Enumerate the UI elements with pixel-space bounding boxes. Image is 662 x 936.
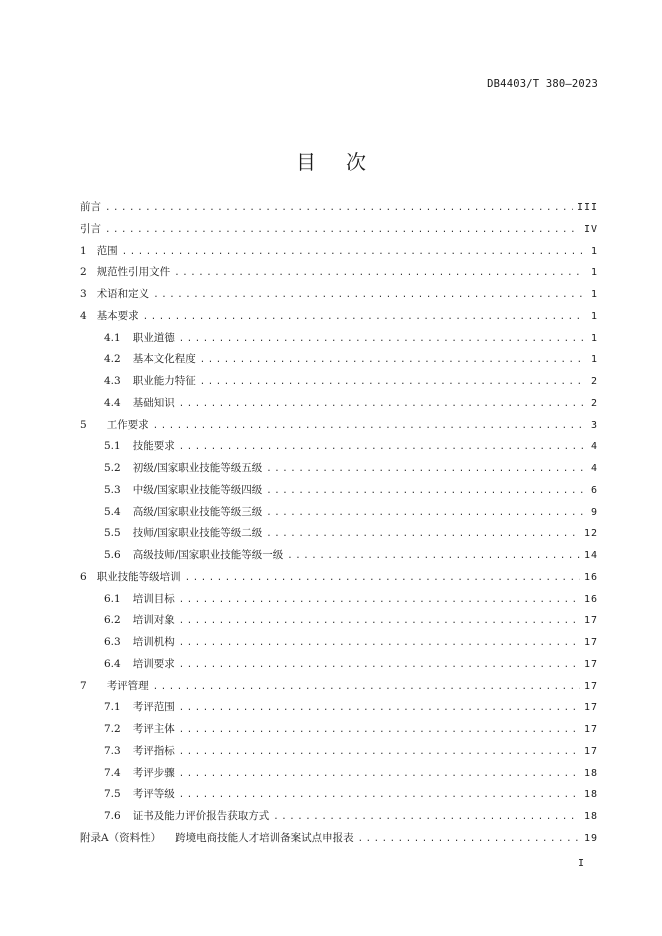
toc-entry-label: 职业技能等级培训 — [96, 570, 181, 583]
toc-entry-page: 1 — [590, 267, 598, 279]
toc-entry[interactable] — [80, 828, 598, 850]
toc-entry-number: 5.3 — [104, 483, 121, 496]
toc-leader-dots — [179, 785, 580, 807]
toc-entry[interactable] — [80, 197, 598, 219]
toc-entry-number: 7 — [80, 679, 87, 692]
toc-entry-page: 17 — [583, 637, 598, 648]
toc-entry[interactable] — [80, 806, 598, 828]
toc-entry[interactable] — [80, 415, 598, 437]
document-code: DB4403/T 380—2023 — [487, 78, 598, 90]
toc-leader-dots — [179, 394, 584, 416]
toc-entry[interactable] — [80, 241, 598, 263]
toc-entry-page: 1 — [590, 245, 598, 257]
toc-entry[interactable] — [80, 393, 598, 415]
toc-entry-page: 12 — [583, 528, 598, 540]
toc-entry-page: 18 — [583, 789, 598, 801]
toc-entry-label: 范围 — [96, 244, 118, 257]
toc-entry-label: 技能要求 — [132, 440, 175, 453]
toc-entry-label: 考评等级 — [132, 788, 175, 801]
toc-entry[interactable] — [80, 784, 598, 806]
toc-leader-dots — [122, 242, 584, 264]
toc-entry-number: 6.1 — [104, 592, 121, 605]
toc-entry-label: 培训要求 — [132, 657, 175, 670]
toc-entry-page: 17 — [583, 680, 598, 692]
toc-leader-dots — [179, 720, 580, 742]
toc-entry[interactable] — [80, 371, 598, 393]
toc-leader-dots — [143, 307, 584, 329]
toc-entry-page: 4 — [590, 463, 598, 474]
toc-entry[interactable] — [80, 632, 598, 654]
toc-entry-label: 技师/国家职业技能等级二级 — [132, 527, 263, 540]
toc-entry-number: 6 — [80, 570, 87, 583]
toc-entry[interactable] — [80, 458, 598, 480]
toc-leader-dots — [153, 416, 584, 438]
toc-entry-label: 高级技师/国家职业技能等级一级 — [132, 549, 284, 561]
toc-entry[interactable] — [80, 284, 598, 306]
toc-entry-page: 1 — [590, 310, 598, 322]
toc-entry-label: 证书及能力评价报告获取方式 — [132, 810, 270, 822]
toc-leader-dots — [200, 372, 584, 394]
toc-entry-label: 考评主体 — [132, 723, 175, 735]
toc-entry-page: 17 — [583, 702, 598, 714]
toc-entry-number: 3 — [80, 288, 87, 300]
toc-entry-label: 考评范围 — [132, 701, 175, 714]
toc-entry-page: 6 — [590, 484, 598, 496]
toc-leader-dots — [287, 546, 580, 568]
toc-leader-dots — [179, 611, 580, 633]
toc-entry-page: 16 — [583, 593, 598, 605]
toc-entry[interactable] — [80, 719, 598, 741]
toc-entry-label: 培训机构 — [132, 636, 175, 648]
page-number: I — [577, 858, 584, 869]
toc-leader-dots — [266, 524, 580, 546]
toc-entry[interactable] — [80, 567, 598, 589]
toc-entry[interactable] — [80, 676, 598, 698]
toc-entry[interactable] — [80, 741, 598, 763]
toc-entry[interactable] — [80, 589, 598, 611]
toc-entry[interactable] — [80, 436, 598, 458]
toc-leader-dots — [185, 568, 580, 590]
toc-entry-label: 考评步骤 — [132, 766, 175, 779]
toc-entry-page: 9 — [590, 506, 598, 518]
toc-entry[interactable] — [80, 480, 598, 502]
toc-entry-label: 职业能力特征 — [132, 375, 196, 387]
toc-entry-page: 17 — [583, 745, 598, 757]
toc-leader-dots — [179, 655, 580, 677]
toc-entry-number: 5 — [80, 418, 87, 431]
toc-entry[interactable] — [80, 219, 598, 241]
toc-leader-dots — [153, 677, 580, 699]
toc-entry-page: 1 — [590, 354, 598, 366]
toc-entry[interactable] — [80, 610, 598, 632]
toc-entry-label: 高级/国家职业技能等级三级 — [132, 505, 263, 518]
toc-entry-number: 5.4 — [104, 505, 121, 518]
toc-entry-page: 18 — [583, 767, 598, 779]
toc-leader-dots — [179, 764, 580, 786]
toc-entry-number: 4 — [80, 309, 87, 322]
toc-leader-dots — [105, 220, 580, 242]
toc-entry-label: 考评管理 — [106, 679, 149, 692]
toc-entry[interactable] — [80, 697, 598, 719]
toc-entry-page: 19 — [583, 832, 598, 844]
toc-leader-dots — [174, 263, 584, 285]
toc-leader-dots — [266, 481, 584, 503]
toc-entry-number: 4.1 — [104, 331, 121, 344]
toc-entry-label: 考评指标 — [132, 744, 175, 757]
toc-leader-dots — [358, 829, 580, 851]
toc-leader-dots — [273, 807, 580, 829]
toc-entry-page: IV — [583, 223, 598, 235]
toc-entry-number: 7.2 — [104, 723, 121, 735]
toc-entry-label: 培训对象 — [132, 614, 175, 627]
toc-entry[interactable] — [80, 654, 598, 676]
toc-entry-page: 1 — [590, 289, 598, 300]
toc-entry-label: 职业道德 — [132, 331, 175, 344]
toc-entry-number: 4.2 — [104, 353, 121, 366]
toc-entry-page: 18 — [583, 811, 598, 822]
toc-entry-label: 跨境电商技能人才培训备案试点申报表 — [175, 831, 354, 844]
toc-leader-dots — [153, 285, 584, 307]
toc-entry[interactable] — [80, 502, 598, 524]
toc-entry-page: 1 — [590, 332, 598, 344]
toc-entry-number: 5.6 — [104, 549, 121, 561]
toc-leader-dots — [179, 329, 584, 351]
toc-entry-label: 术语和定义 — [96, 288, 150, 300]
toc-entry-number: 7.6 — [104, 810, 121, 822]
toc-entry-page: 17 — [583, 615, 598, 627]
toc-leader-dots — [179, 437, 584, 459]
toc-entry[interactable] — [80, 545, 598, 567]
toc-entry-number: 7.5 — [104, 788, 121, 801]
toc-leader-dots — [266, 459, 584, 481]
toc-entry-label: 前言 — [80, 201, 101, 213]
toc-entry-page: 17 — [583, 658, 598, 670]
toc-entry-page: 14 — [583, 550, 598, 561]
table-of-contents — [80, 197, 598, 850]
toc-entry-number: 4.3 — [104, 375, 121, 387]
toc-entry-number: 2 — [80, 266, 87, 279]
toc-entry-label: 规范性引用文件 — [96, 266, 171, 279]
toc-leader-dots — [179, 742, 580, 764]
toc-entry-page: 2 — [590, 376, 598, 387]
toc-leader-dots — [179, 698, 580, 720]
toc-leader-dots — [179, 590, 580, 612]
toc-entry-page: 4 — [590, 441, 598, 453]
toc-leader-dots — [105, 198, 573, 220]
toc-entry[interactable] — [80, 262, 598, 284]
toc-entry-number: 7.1 — [104, 701, 121, 714]
toc-entry-label: 引言 — [80, 222, 101, 235]
toc-entry-number: 附录A（资料性） — [80, 831, 162, 844]
toc-entry-label: 中级/国家职业技能等级四级 — [132, 483, 263, 496]
toc-entry-label: 工作要求 — [106, 418, 149, 431]
toc-entry-page: 16 — [583, 571, 598, 583]
toc-entry-number: 6.2 — [104, 614, 121, 627]
toc-entry-number: 6.4 — [104, 657, 121, 670]
toc-entry-page: 17 — [583, 724, 598, 735]
toc-entry-label: 培训目标 — [132, 592, 175, 605]
toc-entry[interactable] — [80, 349, 598, 371]
toc-entry-label: 初级/国家职业技能等级五级 — [132, 462, 263, 474]
toc-entry[interactable] — [80, 328, 598, 350]
toc-entry-number: 5.2 — [104, 462, 121, 474]
page-title: 目次 — [296, 150, 396, 174]
toc-leader-dots — [179, 633, 580, 655]
toc-entry[interactable] — [80, 306, 598, 328]
toc-leader-dots — [266, 503, 584, 525]
toc-entry-number: 7.4 — [104, 766, 121, 779]
toc-entry-number: 4.4 — [104, 396, 121, 409]
toc-entry-number: 5.1 — [104, 440, 121, 453]
toc-entry-page: 2 — [590, 397, 598, 409]
toc-entry-number: 5.5 — [104, 527, 121, 540]
toc-entry-label: 基本文化程度 — [132, 353, 196, 366]
toc-entry-number: 6.3 — [104, 636, 121, 648]
toc-entry[interactable] — [80, 763, 598, 785]
toc-entry-number: 1 — [80, 244, 87, 257]
toc-entry-page: III — [576, 202, 598, 213]
toc-entry[interactable] — [80, 523, 598, 545]
toc-entry-label: 基础知识 — [132, 396, 175, 409]
toc-entry-number: 7.3 — [104, 744, 121, 757]
toc-entry-label: 基本要求 — [96, 309, 139, 322]
toc-entry-page: 3 — [590, 419, 598, 431]
toc-leader-dots — [200, 350, 584, 372]
